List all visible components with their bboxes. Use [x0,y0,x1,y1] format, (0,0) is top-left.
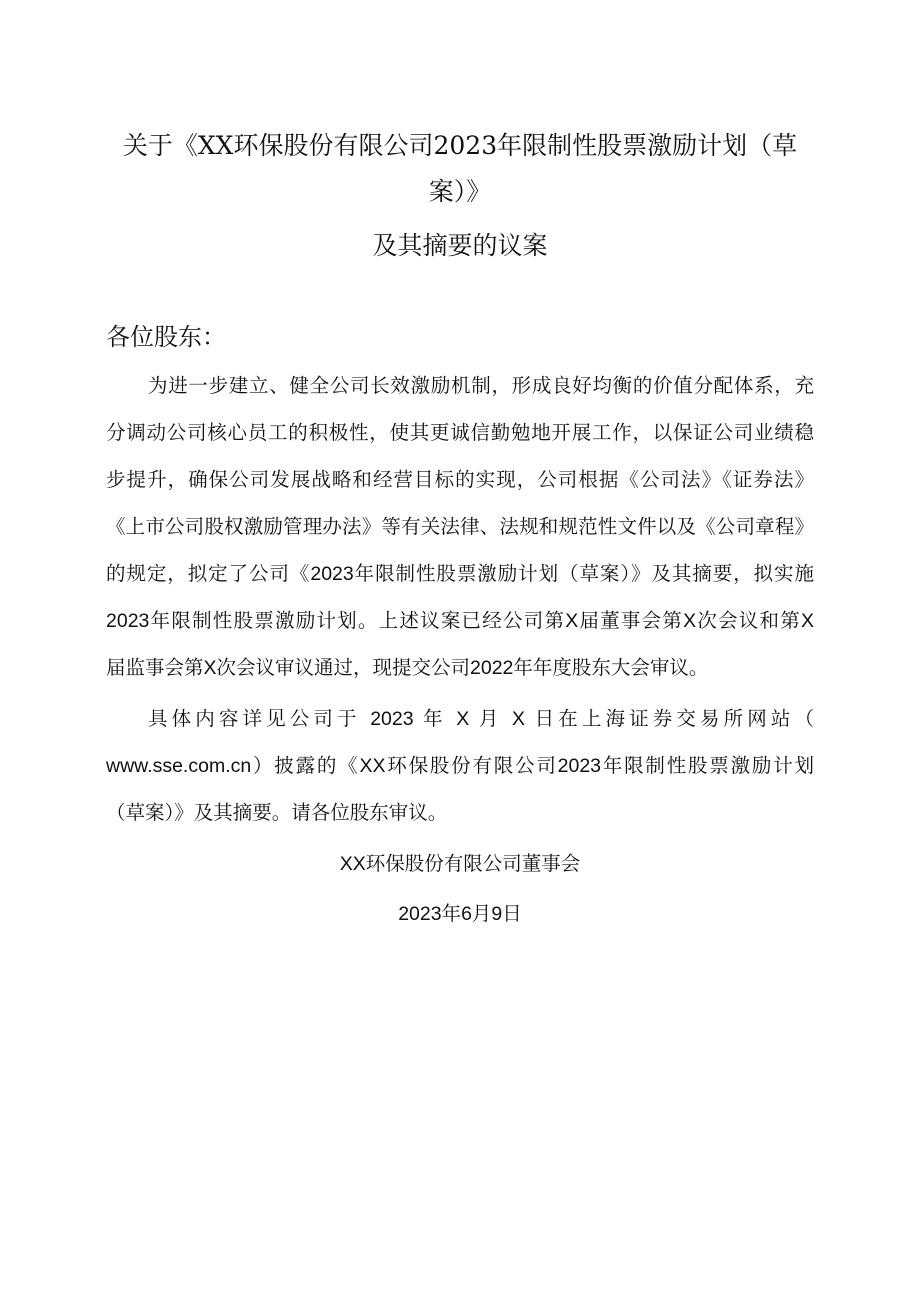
paragraph-1-line: 为进一步建立、健全公司长效激励机制，形成良好均衡的价值分配体系，充 [148,375,814,397]
paragraph-2-line: 具体内容详见公司于 2023 年 X 月 X 日在上海证券交易所网站（ [148,708,814,730]
paragraph-1-line: 《上市公司股权激励管理办法》等有关法律、法规和规范性文件以及《公司章程》 [106,516,814,538]
document-title-line-3: 及其摘要的议案 [372,231,548,260]
signature-company: XX环保股份有限公司董事会 [339,853,581,875]
salutation: 各位股东： [106,323,226,351]
paragraph-2-line: （草案）》及其摘要。请各位股东审议。 [106,802,448,824]
paragraph-2-line: www.sse.com.cn）披露的《XX环保股份有限公司2023年限制性股票激励计划 [106,755,814,777]
document-title-line-1: 关于《XX环保股份有限公司2023年限制性股票激励计划（草 [122,131,798,160]
paragraph-1-line: 届监事会第X次会议审议通过，现提交公司2022年年度股东大会审议。 [106,657,709,679]
paragraph-1-line: 步提升，确保公司发展战略和经营目标的实现，公司根据《公司法》《证券法》 [106,469,814,491]
paragraph-1-line: 的规定，拟定了公司《2023年限制性股票激励计划（草案）》及其摘要，拟实施 [106,563,814,585]
signature-date: 2023年6月9日 [398,903,522,925]
paragraph-1-line: 分调动公司核心员工的积极性，使其更诚信勤勉地开展工作，以保证公司业绩稳 [106,422,814,444]
paragraph-1-line: 2023年限制性股票激励计划。上述议案已经公司第X届董事会第X次会议和第X [106,610,814,632]
document-title-line-2: 案）》 [428,177,492,206]
